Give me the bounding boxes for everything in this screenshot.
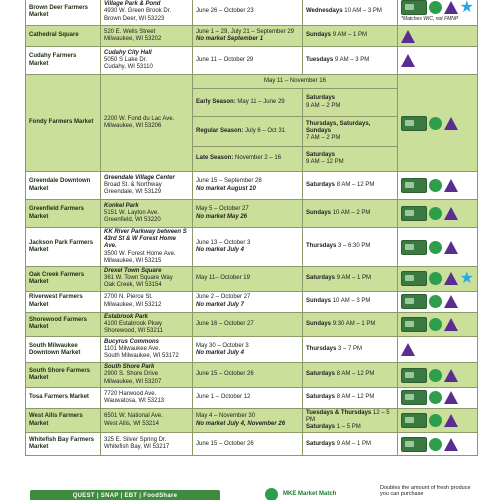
ebt-card-icon bbox=[401, 240, 427, 255]
market-day: Sundays bbox=[306, 32, 332, 39]
fmnp-triangle-icon bbox=[444, 272, 458, 285]
market-time: 9 AM – 1 PM bbox=[336, 275, 372, 282]
address-line: Milwaukee, WI 53212 bbox=[104, 301, 162, 308]
market-dates bbox=[193, 0, 303, 26]
ebt-card-icon bbox=[401, 116, 427, 131]
season-day: Saturdays bbox=[306, 95, 336, 102]
market-row bbox=[26, 387, 478, 408]
market-hours bbox=[303, 228, 398, 267]
icons-group bbox=[401, 54, 474, 67]
market-day: Sundays bbox=[306, 320, 332, 327]
icons-group bbox=[401, 271, 474, 286]
market-match-circle-icon bbox=[429, 438, 442, 451]
date-range: June 2 – October 27 bbox=[196, 294, 251, 301]
season-dates bbox=[193, 117, 303, 147]
hours-line bbox=[306, 32, 394, 39]
address-line: 1101 Milwaukee Ave. bbox=[104, 346, 161, 353]
address-line: Whitefish Bay, WI 53217 bbox=[104, 444, 170, 451]
market-row bbox=[26, 47, 478, 75]
season-label: Early Season: bbox=[196, 98, 236, 105]
address-line: Greendale, WI 53129 bbox=[104, 189, 162, 196]
season-label: Late Season: bbox=[196, 155, 234, 162]
address-line: 5151 W. Layton Ave. bbox=[104, 209, 159, 216]
season-time: 7 AM – 2 PM bbox=[306, 135, 341, 142]
market-name: Cudahy Farmers Market bbox=[26, 47, 101, 75]
icons-group bbox=[401, 343, 474, 356]
market-row bbox=[26, 337, 478, 363]
market-hours bbox=[303, 387, 398, 408]
market-hours bbox=[303, 433, 398, 456]
address-line: Oak Creek, WI 53154 bbox=[104, 282, 162, 289]
location-name: Bucyrus Commons bbox=[104, 338, 160, 345]
market-location bbox=[101, 200, 193, 228]
market-location bbox=[101, 408, 193, 433]
market-name: Fondy Farmers Market bbox=[26, 75, 101, 172]
icons-group bbox=[401, 390, 474, 405]
benefit-icons bbox=[398, 0, 478, 26]
market-name: Oak Creek Farmers Market bbox=[26, 267, 101, 292]
address-line: Broad St. & Northway bbox=[104, 181, 162, 188]
market-match-circle-icon bbox=[429, 369, 442, 382]
date-range: June 15 – October 26 bbox=[196, 371, 254, 378]
market-match-circle-icon bbox=[429, 272, 442, 285]
market-hours bbox=[303, 47, 398, 75]
fmnp-triangle-icon bbox=[444, 241, 458, 254]
address-line: Milwaukee, WI 53215 bbox=[104, 257, 162, 264]
market-day: Thursdays bbox=[306, 346, 337, 353]
market-location bbox=[101, 267, 193, 292]
ebt-card-icon bbox=[401, 390, 427, 405]
address-line: Milwaukee, WI 53207 bbox=[104, 378, 162, 385]
date-range: May 4 – November 30 bbox=[196, 413, 256, 420]
market-hours bbox=[303, 26, 398, 47]
market-hours bbox=[303, 267, 398, 292]
market-name: Shorewood Farmers Market bbox=[26, 312, 101, 337]
address-line: 2200 W. Fond du Lac Ave. bbox=[104, 115, 175, 122]
market-dates bbox=[193, 408, 303, 433]
address-line: 2900 S. Shore Drive bbox=[104, 371, 159, 378]
icons-group bbox=[401, 0, 474, 15]
address-line: 4100 Estabrook Pkwy bbox=[104, 320, 163, 327]
date-range: June 11 – October 29 bbox=[196, 56, 254, 63]
market-time: 3 – 6:30 PM bbox=[338, 243, 371, 250]
market-match-circle-icon bbox=[429, 391, 442, 404]
season-dates bbox=[193, 89, 303, 117]
hours-line bbox=[306, 371, 394, 378]
benefit-icons bbox=[398, 26, 478, 47]
address-line: 4930 W. Green Brook Dr. bbox=[104, 8, 172, 15]
market-time: 10 AM – 2 PM bbox=[332, 209, 371, 216]
market-name: South Milwaukee Downtown Market bbox=[26, 337, 101, 363]
market-day: Saturdays bbox=[306, 181, 336, 188]
fondy-range: May 11 – November 16 bbox=[193, 75, 398, 89]
ebt-card-icon bbox=[401, 413, 427, 428]
address-line: 361 W. Town Square Way bbox=[104, 275, 173, 282]
closure-note: No market August 10 bbox=[196, 185, 256, 192]
wic-note: *Matches WIC, not FMNP bbox=[401, 16, 459, 23]
fmnp-triangle-icon bbox=[444, 318, 458, 331]
wic-star-icon: ★ bbox=[459, 0, 474, 16]
location-name: Greendale Village Center bbox=[104, 174, 175, 181]
market-dates bbox=[193, 200, 303, 228]
market-row bbox=[26, 408, 478, 433]
market-row bbox=[26, 267, 478, 292]
benefit-icons bbox=[398, 47, 478, 75]
market-hours bbox=[303, 172, 398, 200]
market-time: 10 AM – 3 PM bbox=[344, 8, 382, 15]
market-name: Greenfield Farmers Market bbox=[26, 200, 101, 228]
market-dates bbox=[193, 47, 303, 75]
legend-bar bbox=[25, 487, 477, 500]
season-range: July 6 – Oct 31 bbox=[245, 127, 286, 134]
hours-line bbox=[306, 424, 394, 431]
market-day: Sundays bbox=[306, 209, 332, 216]
legend-market-match-desc: Doubles the amount of fresh produce you can purchase bbox=[380, 485, 471, 498]
date-range: June 1 – October 12 bbox=[196, 394, 251, 401]
market-location bbox=[101, 291, 193, 312]
date-range: June 15 – September 28 bbox=[196, 178, 262, 185]
market-time: 10 AM – 3 PM bbox=[332, 298, 371, 305]
market-location bbox=[101, 337, 193, 363]
benefit-icons bbox=[398, 200, 478, 228]
market-name: Brown Deer Farmers Market bbox=[26, 0, 101, 26]
hours-line bbox=[306, 57, 394, 64]
market-dates bbox=[193, 172, 303, 200]
season-hours bbox=[303, 89, 398, 117]
icons-group bbox=[401, 294, 474, 309]
market-dates bbox=[193, 291, 303, 312]
closure-note: No market July 4 bbox=[196, 247, 245, 253]
market-dates bbox=[193, 312, 303, 337]
location-name: Drexel Town Square bbox=[104, 268, 162, 275]
market-row bbox=[26, 200, 478, 228]
address-line: 6501 W. National Ave. bbox=[104, 413, 163, 420]
hours-line bbox=[306, 441, 394, 448]
season-time: 9 AM – 12 PM bbox=[306, 159, 344, 165]
hours-line bbox=[306, 182, 394, 189]
market-name: Tosa Farmers Market bbox=[26, 387, 101, 408]
address-line: South Milwaukee, WI 53172 bbox=[104, 353, 179, 360]
icons-group bbox=[401, 368, 474, 383]
date-range: May 5 – October 27 bbox=[196, 206, 249, 213]
fmnp-triangle-icon bbox=[401, 30, 415, 43]
market-match-circle-icon bbox=[429, 241, 442, 254]
closure-note: No market July 7 bbox=[196, 301, 245, 308]
market-match-circle-icon bbox=[429, 414, 442, 427]
hours-line bbox=[306, 243, 394, 250]
market-name: Jackson Park Farmers Market bbox=[26, 228, 101, 267]
market-match-circle-icon bbox=[429, 295, 442, 308]
address-line: Milwaukee, WI 53202 bbox=[104, 36, 162, 42]
market-time: 9 AM – 3 PM bbox=[334, 56, 370, 63]
market-time: 8 AM – 12 PM bbox=[336, 181, 375, 188]
season-day: Thursdays, Saturdays, Sundays bbox=[306, 120, 371, 134]
date-range: June 13 – October 3 bbox=[196, 239, 251, 246]
location-name: South Shore Park bbox=[104, 364, 155, 371]
market-location bbox=[101, 0, 193, 26]
season-time: 9 AM – 2 PM bbox=[306, 102, 341, 109]
date-range: May 30 – October 3 bbox=[196, 342, 249, 349]
fmnp-triangle-icon bbox=[444, 438, 458, 451]
address-line: 2700 N. Pierce St. bbox=[104, 294, 153, 301]
location-name: Konkel Park bbox=[104, 202, 139, 209]
icons-group bbox=[401, 206, 474, 221]
market-row bbox=[26, 291, 478, 312]
market-hours bbox=[303, 408, 398, 433]
season-range: November 2 – 16 bbox=[235, 155, 282, 162]
market-dates bbox=[193, 26, 303, 47]
season-range: May 11 – June 29 bbox=[237, 98, 285, 105]
closure-note: No market July 4, November 26 bbox=[196, 420, 286, 427]
market-dates bbox=[193, 228, 303, 267]
market-location bbox=[101, 363, 193, 388]
market-day: Saturdays bbox=[306, 275, 336, 282]
fmnp-triangle-icon bbox=[444, 117, 458, 130]
market-dates bbox=[193, 337, 303, 363]
fmnp-triangle-icon bbox=[444, 179, 458, 192]
fmnp-triangle-icon bbox=[444, 295, 458, 308]
market-dates bbox=[193, 387, 303, 408]
market-day: Saturdays bbox=[306, 440, 336, 447]
icons-group bbox=[401, 30, 474, 43]
location-name: Village Park & Pond bbox=[104, 1, 161, 8]
market-row bbox=[26, 0, 478, 26]
address-line: Milwaukee, WI 53206 bbox=[104, 123, 162, 129]
market-hours bbox=[303, 200, 398, 228]
market-time: 12 – 5 PM bbox=[306, 409, 390, 424]
market-row bbox=[26, 312, 478, 337]
market-row bbox=[26, 26, 478, 47]
season-label: Regular Season: bbox=[196, 127, 244, 134]
benefit-icons bbox=[398, 408, 478, 433]
hours-line bbox=[306, 298, 394, 305]
address-line: West Allis, WI 53214 bbox=[104, 420, 159, 427]
hours-line bbox=[306, 321, 394, 328]
benefit-icons bbox=[398, 228, 478, 267]
market-day: Tuesdays & Thursdays bbox=[306, 409, 372, 416]
season-day: Saturdays bbox=[306, 151, 336, 158]
fmnp-triangle-icon bbox=[444, 391, 458, 404]
fmnp-triangle-icon bbox=[444, 414, 458, 427]
market-match-circle-icon bbox=[429, 318, 442, 331]
market-day: Saturdays bbox=[306, 371, 336, 378]
benefit-icons bbox=[398, 312, 478, 337]
market-location bbox=[101, 26, 193, 47]
ebt-card-icon bbox=[401, 368, 427, 383]
market-dates bbox=[193, 433, 303, 456]
market-location bbox=[101, 228, 193, 267]
ebt-card-icon bbox=[401, 178, 427, 193]
location-name: Cudahy City Hall bbox=[104, 49, 152, 56]
hours-line bbox=[306, 394, 394, 401]
date-range: June 16 – October 27 bbox=[196, 320, 254, 327]
location-name: KK River Parkway between S 43rd St & W Forest Home Ave. bbox=[104, 229, 187, 250]
market-match-circle-icon bbox=[429, 117, 442, 130]
address-line: Cudahy, WI 53110 bbox=[104, 64, 153, 71]
benefit-icons bbox=[398, 363, 478, 388]
benefit-icons bbox=[398, 267, 478, 292]
market-match-circle-icon bbox=[429, 207, 442, 220]
market-day: Tuesdays bbox=[306, 56, 334, 63]
icons-group bbox=[401, 178, 474, 193]
icons-group bbox=[401, 240, 474, 255]
address-line: 5050 S Lake Dr. bbox=[104, 56, 148, 63]
hours-line bbox=[306, 410, 394, 424]
ebt-card-icon bbox=[401, 0, 427, 15]
address-line: 325 E. Silver Spring Dr. bbox=[104, 437, 167, 444]
market-row bbox=[26, 228, 478, 267]
date-range: June 15 – October 26 bbox=[196, 440, 254, 447]
markets-body bbox=[26, 0, 478, 456]
legend-snap-label: QUEST | SNAP | EBT | FoodShare bbox=[30, 490, 220, 500]
legend-market-match-label: MKE Market Match bbox=[283, 491, 337, 497]
market-match-circle-icon bbox=[429, 179, 442, 192]
address-line: 3500 W. Forest Home Ave. bbox=[104, 250, 176, 257]
market-row bbox=[26, 172, 478, 200]
market-time: 9 AM – 1 PM bbox=[336, 440, 372, 447]
market-name: Riverwest Farmers Market bbox=[26, 291, 101, 312]
ebt-card-icon bbox=[401, 437, 427, 452]
market-location bbox=[101, 312, 193, 337]
market-day: Thursdays bbox=[306, 243, 337, 250]
market-match-circle-icon bbox=[429, 1, 442, 14]
market-location bbox=[101, 387, 193, 408]
ebt-card-icon bbox=[401, 206, 427, 221]
market-day: Saturdays bbox=[306, 394, 336, 401]
season-hours bbox=[303, 147, 398, 172]
market-dates bbox=[193, 363, 303, 388]
market-location bbox=[101, 433, 193, 456]
fmnp-triangle-icon bbox=[444, 207, 458, 220]
benefit-icons bbox=[398, 291, 478, 312]
markets-table bbox=[25, 0, 478, 456]
market-location bbox=[101, 75, 193, 172]
market-name: Whitefish Bay Farmers Market bbox=[26, 433, 101, 456]
market-time: 8 AM – 12 PM bbox=[336, 371, 375, 378]
market-row bbox=[26, 363, 478, 388]
icons-group bbox=[401, 317, 474, 332]
wic-star-icon: ★ bbox=[459, 269, 474, 287]
address-line: 520 E. Wells Street bbox=[104, 28, 156, 35]
market-day: Wednesdays bbox=[306, 8, 343, 15]
hours-line bbox=[306, 346, 394, 353]
ebt-card-icon bbox=[401, 294, 427, 309]
ebt-card-icon bbox=[401, 271, 427, 286]
market-time: 9 AM – 1 PM bbox=[332, 32, 368, 39]
market-location bbox=[101, 47, 193, 75]
market-row bbox=[26, 433, 478, 456]
market-dates bbox=[193, 267, 303, 292]
market-day: Sundays bbox=[306, 298, 332, 305]
ebt-card-icon bbox=[401, 317, 427, 332]
fmnp-triangle-icon bbox=[444, 369, 458, 382]
icons-group bbox=[401, 116, 474, 131]
location-name: Estabrook Park bbox=[104, 313, 149, 320]
closure-note: No market July 4 bbox=[196, 349, 245, 356]
fmnp-triangle-icon bbox=[401, 54, 415, 67]
icons-group bbox=[401, 437, 474, 452]
address-line: Greenfield, WI 53220 bbox=[104, 217, 161, 224]
market-hours bbox=[303, 312, 398, 337]
market-match-circle-icon bbox=[265, 488, 278, 500]
benefit-icons bbox=[398, 75, 478, 172]
market-location bbox=[101, 172, 193, 200]
market-hours bbox=[303, 337, 398, 363]
market-name: South Shore Farmers Market bbox=[26, 363, 101, 388]
market-name: West Allis Farmers Market bbox=[26, 408, 101, 433]
address-line: 7720 Harwood Ave. bbox=[104, 390, 157, 397]
season-hours bbox=[303, 117, 398, 147]
address-line: Brown Deer, WI 53223 bbox=[104, 15, 165, 22]
market-time: 9:30 AM – 1 PM bbox=[332, 320, 376, 327]
address-line: Shorewood, WI 53211 bbox=[104, 328, 163, 335]
market-hours bbox=[303, 363, 398, 388]
market-row-fondy bbox=[26, 75, 478, 89]
icons-group bbox=[401, 413, 474, 428]
market-name: Cathedral Square bbox=[26, 26, 101, 47]
address-line: Wauwatosa, WI 53213 bbox=[104, 397, 165, 404]
closure-note: No market May 26 bbox=[196, 213, 248, 220]
date-range: June 1 – 29, July 21 – September 29 bbox=[196, 28, 295, 35]
benefit-icons bbox=[398, 433, 478, 456]
date-range: June 26 – October 23 bbox=[196, 8, 254, 15]
benefit-icons bbox=[398, 337, 478, 363]
fmnp-triangle-icon bbox=[401, 343, 415, 356]
market-time: 8 AM – 12 PM bbox=[336, 394, 375, 401]
fmnp-triangle-icon bbox=[444, 1, 458, 14]
hours-line bbox=[306, 8, 394, 15]
benefit-icons bbox=[398, 387, 478, 408]
benefit-icons bbox=[398, 172, 478, 200]
season-dates bbox=[193, 147, 303, 172]
market-time: 1 – 5 PM bbox=[336, 424, 361, 431]
market-hours bbox=[303, 291, 398, 312]
hours-line bbox=[306, 275, 394, 282]
hours-line bbox=[306, 210, 394, 217]
closure-note: No market September 1 bbox=[196, 36, 264, 42]
market-hours bbox=[303, 0, 398, 26]
market-time: 3 – 7 PM bbox=[338, 346, 363, 353]
date-range: May 11– October 19 bbox=[196, 275, 250, 282]
market-day: Saturdays bbox=[306, 424, 336, 431]
market-name: Greendale Downtown Market bbox=[26, 172, 101, 200]
